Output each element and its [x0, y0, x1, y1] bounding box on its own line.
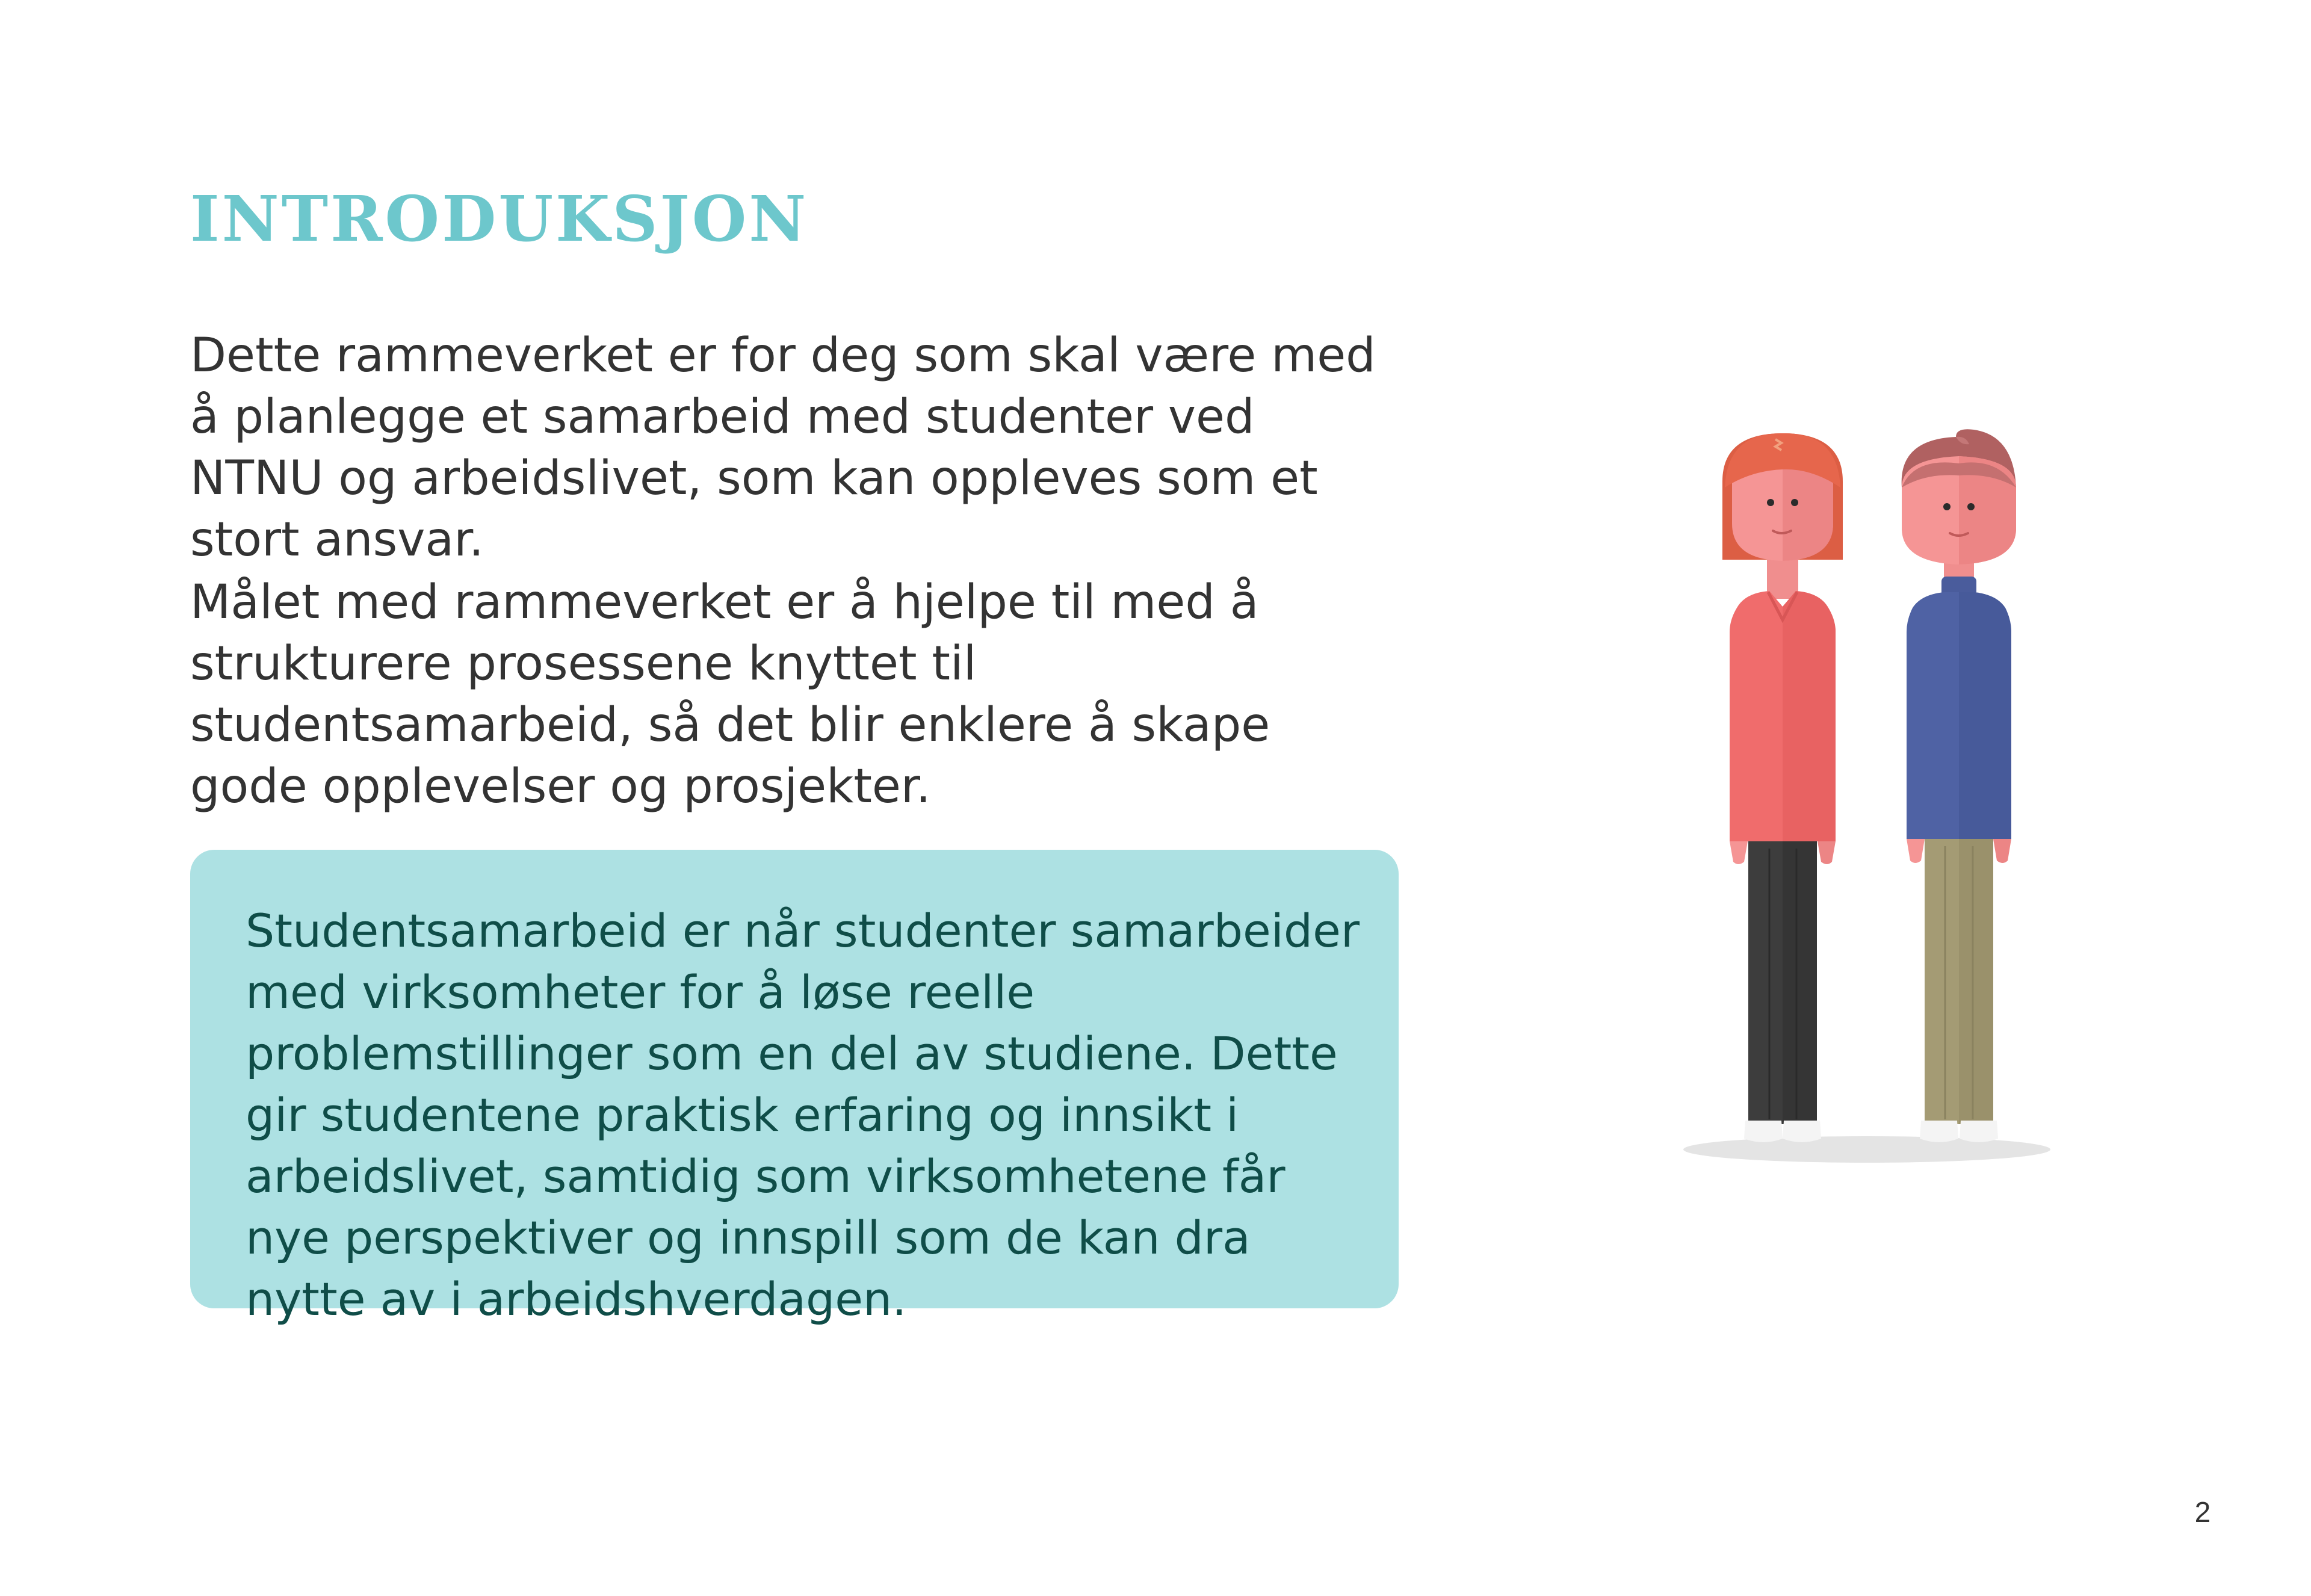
two-people-illustration	[1673, 415, 2058, 1174]
woman-figure	[1722, 433, 1843, 1142]
page-number: 2	[2194, 1497, 2211, 1529]
ground-shadow	[1683, 1136, 2050, 1163]
info-box-text: Studentsamarbeid er når studenter samarbeider med virksomheter for å løse reelle problemstillinger som en del av studiene. Dette gir studentene praktisk erfaring og innsikt i arbeidslivet, samtidig som virksomhetene får nye perspektiver og innspill som de kan dra nytte av i arbeidshverdagen.	[246, 904, 1360, 1326]
info-box	[190, 850, 1399, 1326]
intro-paragraph-2: Målet med rammeverket er å hjelpe til med å strukturere prosessene knyttet til studentsamarbeid, så det blir enklere å skape gode opplevelser og prosjekter.	[190, 575, 1270, 814]
page-title: INTRODUKSJON	[190, 182, 809, 256]
intro-paragraph-1: Dette rammeverket er for deg som skal være med å planlegge et samarbeid med studenter ved NTNU og arbeidslivet, som kan oppleves som et stort ansvar.	[190, 329, 1376, 567]
man-figure	[1902, 429, 2016, 1142]
